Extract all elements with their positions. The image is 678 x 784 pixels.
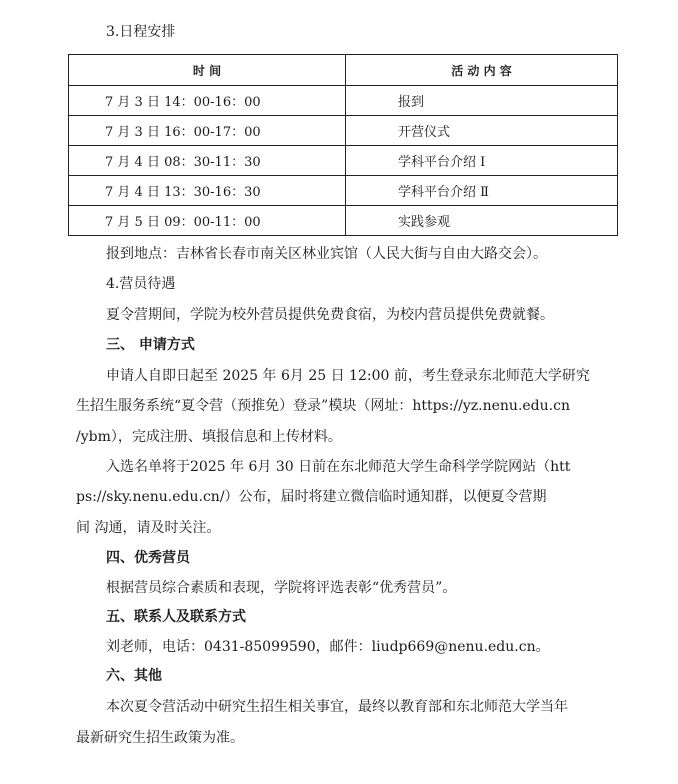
table-row — [69, 86, 618, 116]
table-cell-time: 7 月 4 日 13：30-16：30 — [69, 176, 346, 206]
table-cell-time: 7 月 5 日 09：00-11：00 — [69, 206, 346, 236]
report-location: 报到地点：吉林省长春市南关区林业宾馆（人民大街与自由大路交会）。 — [106, 246, 547, 262]
table-header-time: 时 间 — [69, 55, 346, 86]
table-header-activity: 活 动 内 容 — [346, 55, 618, 86]
section-4-heading: 4.营员待遇 — [106, 276, 176, 292]
table-row — [69, 206, 618, 236]
apply-heading: 三、 申请方式 — [106, 337, 195, 353]
section-3-heading: 3.日程安排 — [106, 24, 176, 40]
excellent-text: 根据营员综合素质和表现，学院将评选表彰“优秀营员”。 — [106, 580, 457, 596]
table-cell-activity: 开营仪式 — [346, 116, 618, 146]
table-cell-activity: 学科平台介绍 Ⅰ — [346, 146, 618, 176]
apply-paragraph-2-line-1: 入选名单将于2025 年 6月 30 日前在东北师范大学生命科学学院网站（htt — [106, 459, 571, 475]
section-4-text: 夏令营期间，学院为校外营员提供免费食宿，为校内营员提供免费就餐。 — [106, 307, 554, 323]
other-line-1: 本次夏令营活动中研究生招生相关事宜，最终以教育部和东北师范大学当年 — [106, 699, 568, 715]
table-cell-time: 7 月 3 日 14：00-16：00 — [69, 86, 346, 116]
table-header-row — [69, 55, 618, 86]
table-row — [69, 146, 618, 176]
table-cell-time: 7 月 4 日 08：30-11：30 — [69, 146, 346, 176]
contact-heading: 五、联系人及联系方式 — [106, 609, 246, 625]
table-cell-activity: 报到 — [346, 86, 618, 116]
excellent-heading: 四、优秀营员 — [106, 550, 190, 566]
table-row — [69, 176, 618, 206]
other-line-2: 最新研究生招生政策为准。 — [76, 730, 244, 746]
contact-text: 刘老师，电话：0431-85099590，邮件：liudp669@nenu.edu.cn。 — [106, 639, 550, 655]
apply-paragraph-1-line-2: 生招生服务系统“夏令营（预推免）登录”模块（网址：https://yz.nenu.edu.cn — [76, 398, 570, 414]
apply-paragraph-1-line-3: /ybm），完成注册、填报信息和上传材料。 — [76, 429, 342, 445]
table-cell-activity: 学科平台介绍 Ⅱ — [346, 176, 618, 206]
table-cell-time: 7 月 3 日 16：00-17：00 — [69, 116, 346, 146]
table-cell-activity: 实践参观 — [346, 206, 618, 236]
apply-paragraph-2-line-3: 间 沟通，请及时关注。 — [76, 520, 221, 536]
table-row — [69, 116, 618, 146]
apply-paragraph-1-line-1: 申请人自即日起至 2025 年 6月 25 日 12:00 前，考生登录东北师范大学研究 — [106, 368, 590, 384]
schedule-table — [68, 54, 618, 236]
other-heading: 六、其他 — [106, 668, 162, 684]
apply-paragraph-2-line-2: ps://sky.nenu.edu.cn/）公布，届时将建立微信临时通知群，以便夏令营期 — [76, 489, 547, 505]
